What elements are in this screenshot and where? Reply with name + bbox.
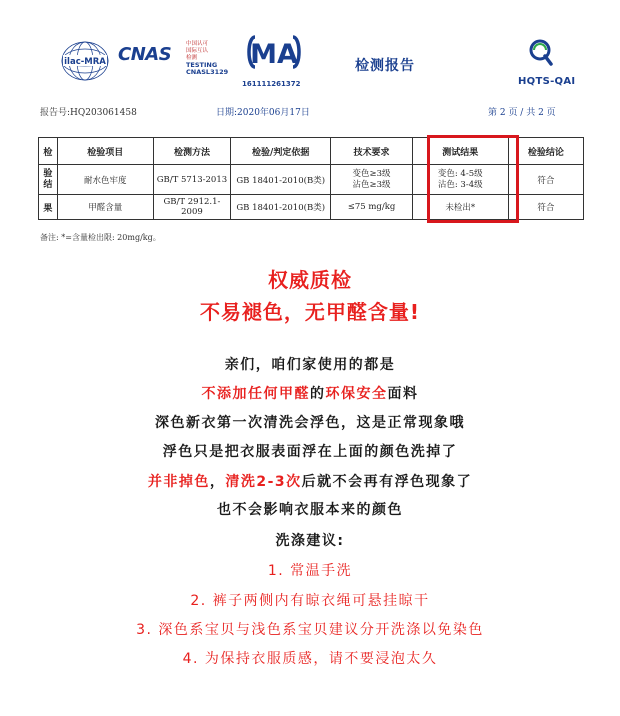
header-conclusion: 检验结论: [508, 138, 583, 165]
wash-tip-1: 1. 常温手洗: [267, 563, 353, 579]
cma-logo: [245, 34, 303, 70]
wash-tip-3: 3. 深色系宝贝与浅色系宝贝建议分开洗涤以免染色: [136, 622, 484, 638]
report-date: 日期:2020年06月17日: [216, 108, 310, 118]
cnas-cn-line-1: 中国认可: [186, 41, 209, 47]
text-line-1: 亲们，咱们家使用的都是: [224, 357, 396, 373]
side-label-4: 果: [39, 195, 58, 220]
cnas-logo: [118, 44, 171, 65]
text-line-5-red-a: 并非掉色: [147, 474, 210, 490]
text-line-2-red-b: 环保安全: [325, 386, 388, 402]
row1-requirement-2: 沾色≥3级: [352, 179, 391, 190]
text-line-6: 也不会影响衣服本来的颜色: [217, 502, 403, 518]
header-requirement: 技术要求: [331, 138, 412, 165]
header-method: 检测方法: [153, 138, 230, 165]
row2-method: GB/T 2912.1-2009: [153, 195, 230, 220]
text-line-2-red-a: 不添加任何甲醛: [201, 386, 310, 402]
text-line-2-black-b: 面料: [387, 386, 419, 402]
row1-requirement: [331, 165, 412, 195]
side-label-char-2: 验: [43, 168, 53, 179]
header-basis: 检验/判定依据: [231, 138, 331, 165]
report-title: 检测报告: [355, 58, 415, 74]
row2-item: 甲醛含量: [57, 195, 153, 220]
cnas-cn-line-2: 国际互认: [186, 48, 209, 54]
side-label-char-3: 结: [43, 179, 53, 190]
text-line-4: 浮色只是把衣服表面浮在上面的颜色洗掉了: [162, 444, 458, 460]
header-item: 检验项目: [57, 138, 153, 165]
wash-tip-2: 2. 裤子两侧内有晾衣绳可悬挂晾干: [190, 593, 430, 609]
cnas-cn-line-3: 检测: [186, 55, 198, 61]
page-indicator: 第 2 页 / 共 2 页: [488, 108, 556, 118]
row2-conclusion: 符合: [508, 195, 583, 220]
cnas-accreditation-text: [186, 41, 246, 76]
row1-basis: GB 18401-2010(B类): [231, 165, 331, 195]
cma-logo-text: MA: [250, 39, 298, 70]
row2-result: 未检出*: [412, 195, 508, 220]
side-label-2: [39, 165, 58, 195]
ilac-mra-logo-text: ilac-MRA: [64, 57, 106, 67]
row1-result-1: 变色: 4-5级: [437, 168, 483, 179]
row1-conclusion: 符合: [508, 165, 583, 195]
row1-result-2: 沾色: 3-4级: [437, 179, 483, 190]
ilac-mra-logo: [60, 40, 110, 82]
text-line-5-black-a: ，: [209, 474, 226, 490]
cnas-logo-text: CNAS: [118, 44, 172, 65]
row1-method: GB/T 5713-2013: [153, 165, 230, 195]
text-line-3: 深色新衣第一次清洗会浮色，这是正常现象哦: [155, 415, 465, 431]
header-result: 测试结果: [412, 138, 508, 165]
headline-2: 不易褪色，无甲醛含量!: [199, 300, 421, 324]
wash-tip-4: 4. 为保持衣服质感，请不要浸泡太久: [182, 651, 438, 667]
hqts-logo-icon: [528, 38, 554, 68]
row1-item: 耐水色牢度: [57, 165, 153, 195]
cnas-id: CNASL3129: [186, 68, 229, 76]
text-line-5-black-b: 后就不会再有浮色现象了: [301, 474, 473, 490]
table-note: 备注: *=含量检出限: 20mg/kg。: [40, 233, 161, 242]
headline-1: 权威质检: [268, 268, 352, 292]
cma-number: 161111261372: [242, 80, 301, 88]
report-number: 报告号:HQ203061458: [40, 108, 137, 118]
wash-advice-title: 洗涤建议:: [275, 533, 345, 549]
hqts-logo-text: HQTS-QAI: [518, 76, 576, 87]
text-line-2-black-a: 的: [310, 386, 326, 402]
result-highlight-box: [427, 135, 519, 223]
text-line-5: [0, 471, 620, 491]
text-line-5-red-b: 清洗2-3次: [225, 474, 302, 490]
row2-basis: GB 18401-2010(B类): [231, 195, 331, 220]
row2-requirement: ≤75 mg/kg: [331, 195, 412, 220]
cnas-testing: TESTING: [186, 61, 218, 69]
row1-requirement-1: 变色≥3级: [352, 168, 391, 179]
side-label-1: 检: [39, 138, 58, 165]
text-line-2: [0, 383, 620, 403]
